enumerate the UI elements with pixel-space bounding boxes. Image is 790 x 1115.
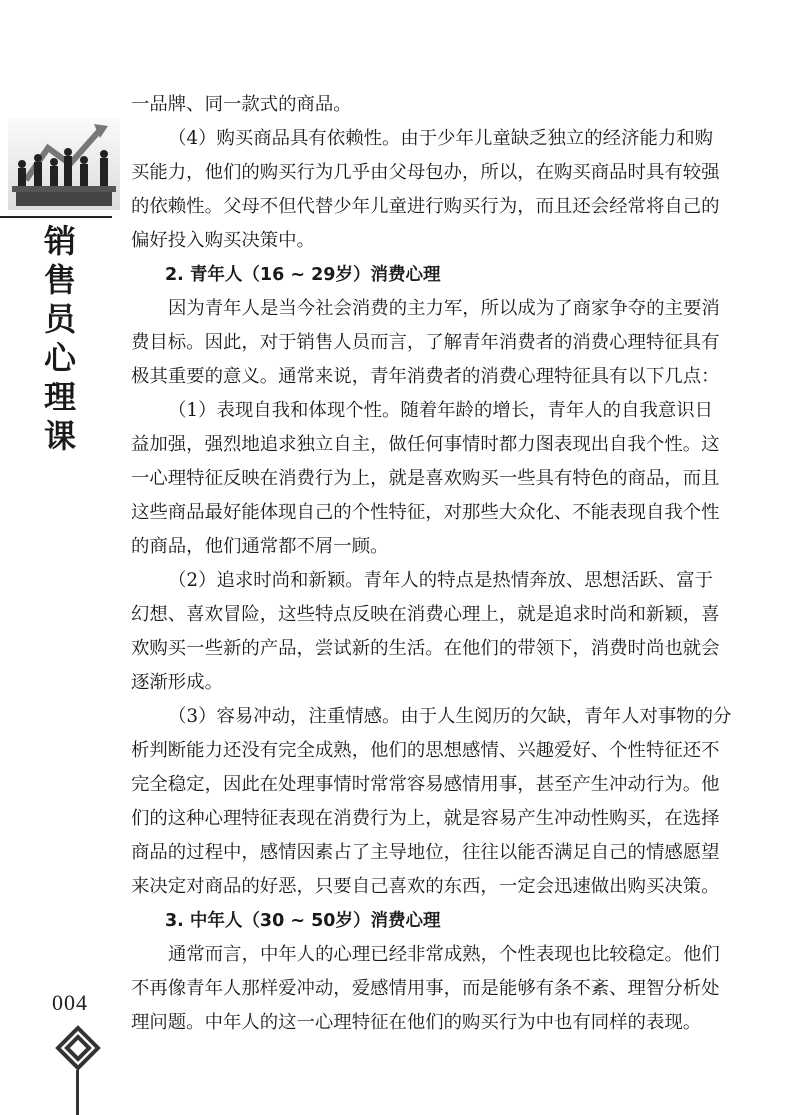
text-line: 买能力，他们的购买行为几乎由父母包办，所以，在购买商品时具有较强 (131, 162, 720, 183)
paragraph (131, 564, 720, 700)
text-line: 一心理特征反映在消费行为上，就是喜欢购买一些具有特色的商品，而且 (131, 468, 720, 489)
text-line: 逐渐形成。 (131, 672, 223, 693)
text-line: （2）追求时尚和新颖。青年人的特点是热情奔放、思想活跃、富于 (168, 570, 714, 591)
text-line: （3）容易冲动，注重情感。由于人生阅历的欠缺，青年人对事物的分 (168, 706, 732, 727)
text-line: 一品牌、同一款式的商品。 (131, 94, 352, 115)
text-line: 不再像青年人那样爱冲动，爱感情用事，而是能够有条不紊、理智分析处 (131, 978, 720, 999)
text-line: 因为青年人是当今社会消费的主力军，所以成为了商家争夺的主要消 (168, 298, 720, 319)
text-line: （1）表现自我和体现个性。随着年龄的增长，青年人的自我意识日 (168, 400, 714, 421)
text-line: 这些商品最好能体现自己的个性特征，对那些大众化、不能表现自我个性 (131, 502, 720, 523)
text-line: 的依赖性。父母不但代替少年儿童进行购买行为，而且还会经常将自己的 (131, 196, 720, 217)
text-line: 的商品，他们通常都不屑一顾。 (131, 536, 389, 557)
paragraph (131, 122, 720, 258)
text-line: 欢购买一些新的产品，尝试新的生活。在他们的带领下，消费时尚也就会 (131, 638, 720, 659)
text-line: 理问题。中年人的这一心理特征在他们的购买行为中也有同样的表现。 (131, 1012, 702, 1033)
sidebar-divider (0, 216, 112, 218)
paragraph (131, 700, 732, 904)
book-title: 销售员心理课 (43, 222, 76, 455)
text-line: 费目标。因此，对于销售人员而言，了解青年消费者的消费心理特征具有 (131, 332, 720, 353)
text-line: 完全稳定，因此在处理事情时常常容易感情用事，甚至产生冲动行为。他 (131, 774, 720, 795)
sidebar (0, 0, 120, 1115)
text-line: 极其重要的意义。通常来说，青年消费者的消费心理特征具有以下几点： (131, 366, 720, 387)
business-people-emblem-icon (8, 118, 120, 210)
text-line: 析判断能力还没有完全成熟，他们的思想感情、兴趣爱好、个性特征还不 (131, 740, 720, 761)
page-number: 004 (52, 990, 88, 1015)
paragraph (131, 88, 703, 122)
section-heading: 2. 青年人（16 ~ 29岁）消费心理 (165, 265, 441, 285)
text-line: 益加强，强烈地追求独立自主，做任何事情时都力图表现出自我个性。这 (131, 434, 720, 455)
section-heading: 3. 中年人（30 ~ 50岁）消费心理 (165, 911, 441, 931)
text-line: 们的这种心理特征表现在消费行为上，就是容易产生冲动性购买，在选择 (131, 808, 720, 829)
text-line: （4）购买商品具有依赖性。由于少年儿童缺乏独立的经济能力和购 (168, 128, 714, 149)
paragraph (131, 394, 720, 564)
text-line: 商品的过程中，感情因素占了主导地位，往往以能否满足自己的情感愿望 (131, 842, 720, 863)
body-text (131, 88, 732, 1040)
diamond-ornament-icon (52, 1024, 108, 1115)
text-line: 来决定对商品的好恶，只要自己喜欢的东西，一定会迅速做出购买决策。 (131, 876, 720, 897)
text-line: 偏好投入购买决策中。 (131, 230, 315, 251)
text-line: 幻想、喜欢冒险，这些特点反映在消费心理上，就是追求时尚和新颖，喜 (131, 604, 720, 625)
paragraph (131, 292, 720, 394)
paragraph (131, 938, 720, 1040)
text-line: 通常而言，中年人的心理已经非常成熟，个性表现也比较稳定。他们 (168, 944, 720, 965)
